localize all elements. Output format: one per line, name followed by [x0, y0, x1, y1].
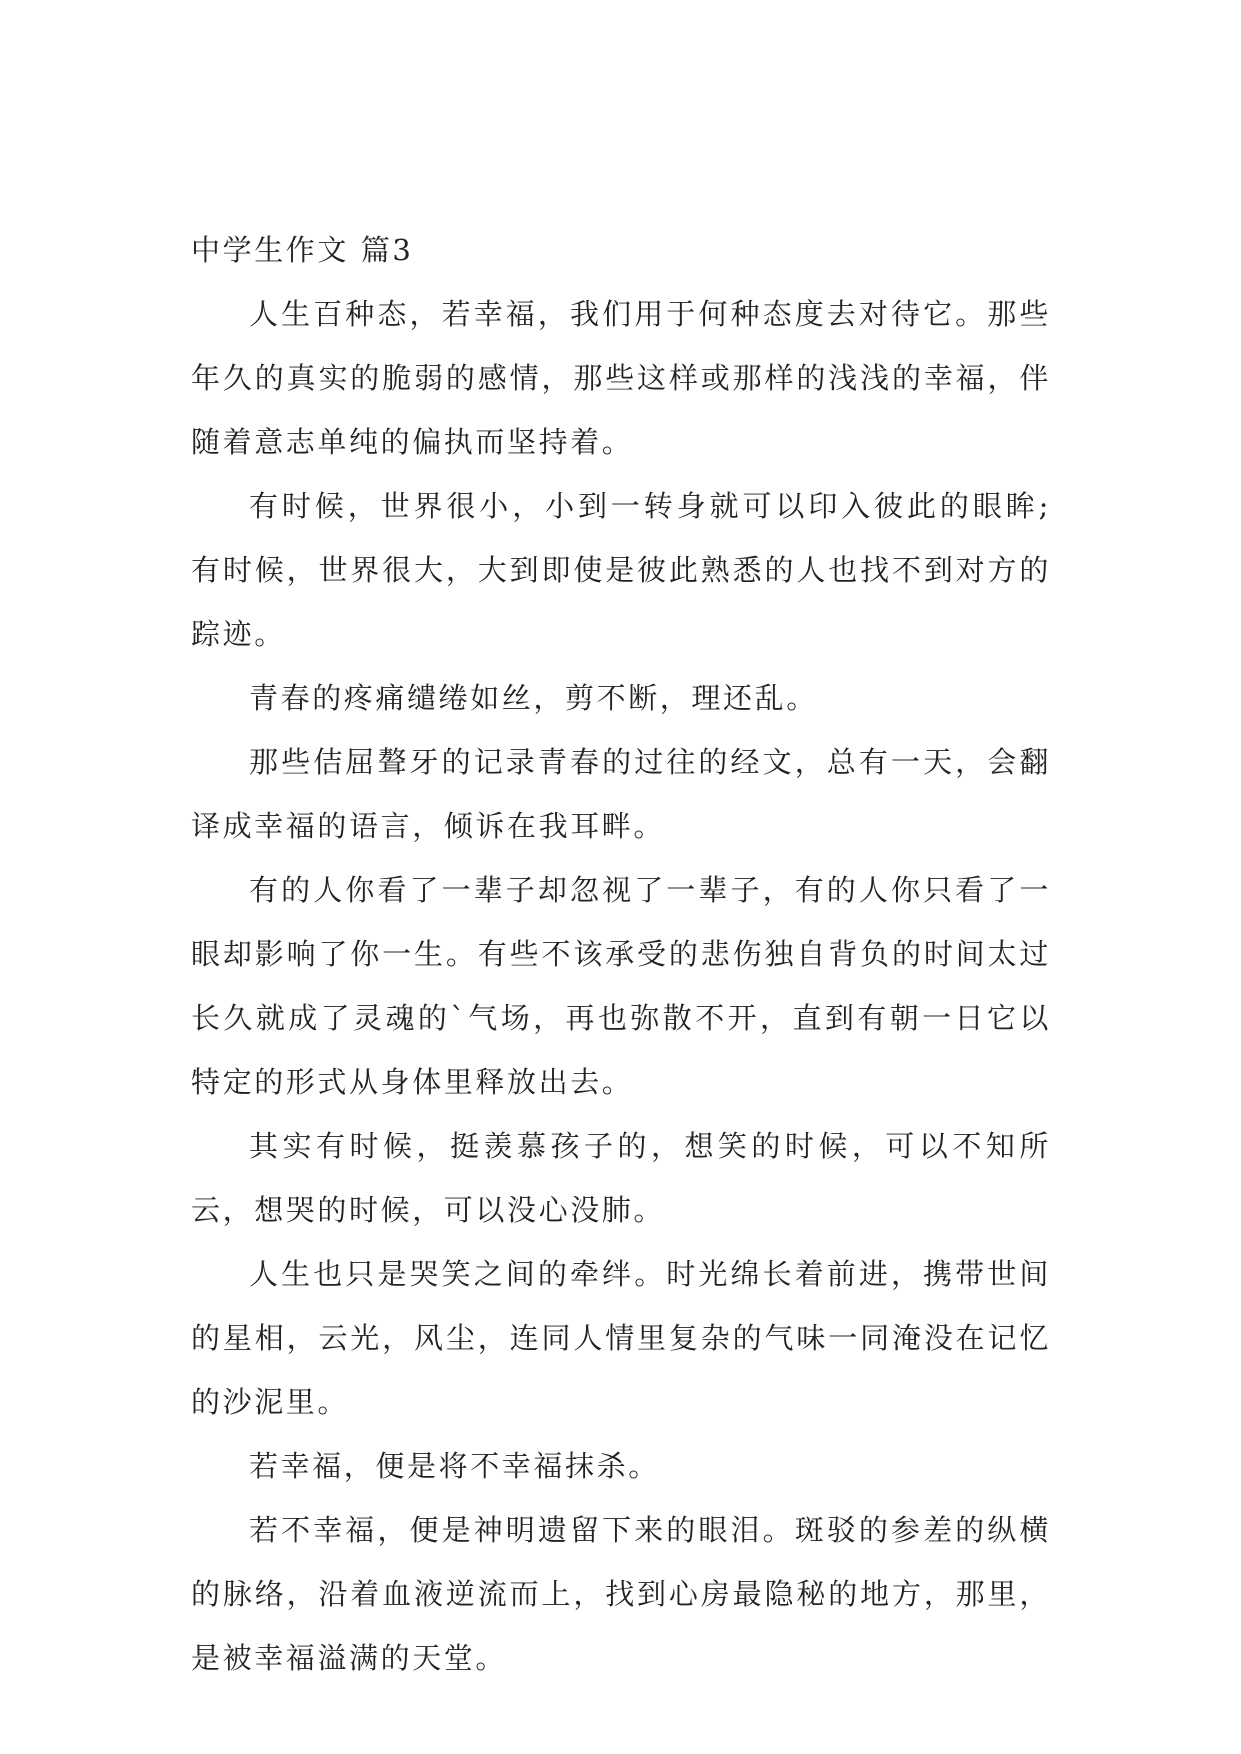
- paragraph-7: 人生也只是哭笑之间的牵绊。时光绵长着前进，携带世间的星相，云光，风尘，连同人情里复杂的气味一同淹没在记忆的沙泥里。: [191, 1257, 1051, 1419]
- paragraph-3: 青春的疼痛缱绻如丝，剪不断，理还乱。: [249, 681, 818, 715]
- paragraph-9: 若不幸福，便是神明遗留下来的眼泪。斑驳的参差的纵横的脉络，沿着血液逆流而上，找到心房最隐秘的地方，那里，是被幸福溢满的天堂。: [191, 1513, 1051, 1675]
- paragraph-1: 人生百种态，若幸福，我们用于何种态度去对待它。那些年久的真实的脆弱的感情，那些这样或那样的浅浅的幸福，伴随着意志单纯的偏执而坚持着。: [191, 297, 1051, 459]
- essay-body: [191, 218, 1051, 1690]
- paragraph-5: 有的人你看了一辈子却忽视了一辈子，有的人你只看了一眼却影响了你一生。有些不该承受的悲伤独自背负的时间太过长久就成了灵魂的`气场，再也弥散不开，直到有朝一日它以特定的形式从身体里释放出去。: [191, 873, 1051, 1099]
- paragraph-6: 其实有时候，挺羡慕孩子的，想笑的时候，可以不知所云，想哭的时候，可以没心没肺。: [191, 1129, 1051, 1227]
- paragraph-2: 有时候，世界很小，小到一转身就可以印入彼此的眼眸;有时候，世界很大，大到即使是彼此熟悉的人也找不到对方的踪迹。: [191, 489, 1051, 651]
- paragraph-8: 若幸福，便是将不幸福抹杀。: [249, 1449, 660, 1483]
- paragraph-4: 那些佶屈聱牙的记录青春的过往的经文，总有一天，会翻译成幸福的语言，倾诉在我耳畔。: [191, 745, 1051, 843]
- essay-title: 中学生作文 篇3: [191, 233, 414, 267]
